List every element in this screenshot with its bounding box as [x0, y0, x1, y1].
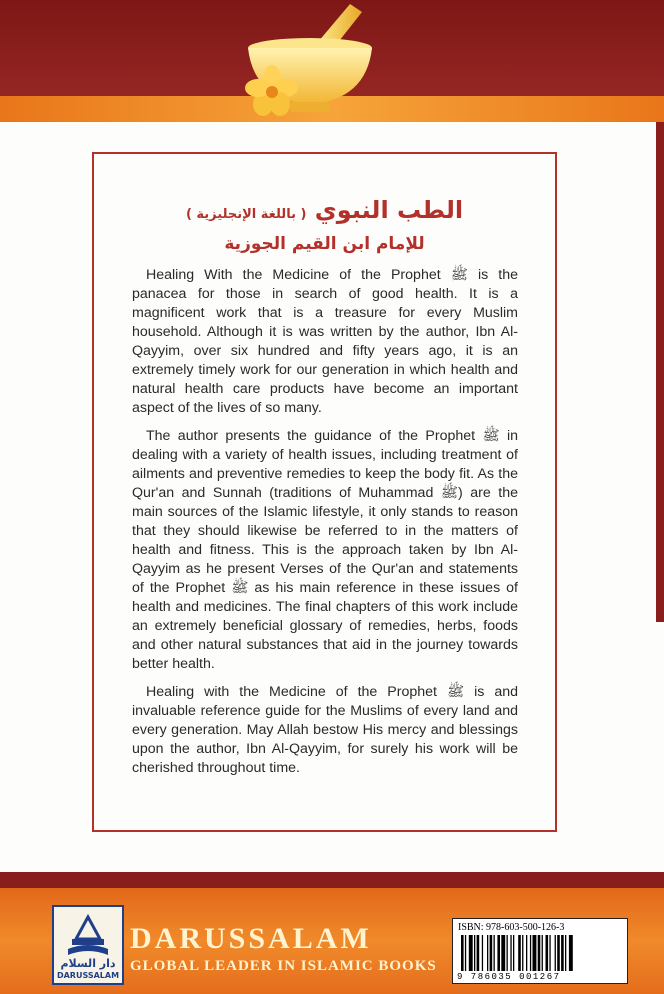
- barcode-digits: 9 786035 001267: [457, 972, 561, 982]
- barcode-bar: [522, 935, 523, 971]
- barcode-bar: [477, 935, 480, 971]
- barcode-bar: [474, 935, 475, 971]
- barcode-bar: [549, 935, 550, 971]
- blurb-paragraph: Healing With the Medicine of the Prophet ﷺ is the panacea for those in search of good health. It is a magnificent work that is a treasure for every Muslim household. Although it is was written by the author, Ibn Al-Qayyim, over six hundred and fifty years ago, it is an extremely timely work for our generation in which health and natural health care products have become an important aspect of the lives of so many.: [132, 267, 519, 416]
- barcode-bar: [465, 935, 466, 971]
- barcode-bar: [555, 935, 556, 971]
- barcode-bar: [530, 935, 531, 971]
- darussalam-logo-icon: [54, 909, 122, 961]
- barcode-bar: [510, 935, 511, 971]
- arabic-title: [94, 196, 555, 224]
- blurb-frame: [92, 152, 557, 832]
- arabic-title-sub: ( باللغة الإنجليزية ): [185, 207, 307, 222]
- barcode-bar: [533, 935, 537, 971]
- barcode-bar: [518, 935, 521, 971]
- publisher-name: DARUSSALAM: [130, 922, 372, 955]
- barcode-bars: [459, 935, 621, 971]
- blurb-paragraph: Healing with the Medicine of the Prophet ﷺ is and invaluable reference guide for the Muslims of every land and every generation. May Allah bestow His mercy and blessings upon the author, Ibn Al-Qayyim, for surely his work will be cherished throughout time.: [132, 684, 518, 776]
- logo-label: DARUSSALAM: [56, 971, 120, 980]
- barcode-bar: [494, 935, 495, 971]
- barcode-bar: [565, 935, 566, 971]
- blurb-paragraph: The author presents the guidance of the Prophet ﷺ in dealing with a variety of health issues, including treatment of ailments and preventive remedies to keep the body fit. As the Qur'an and Sunnah (traditions of Muhammad ﷺ) are the main sources of the Islamic lifestyle, it only stands to reason that they should likewise be referred to in the matters of health and fitness. This is the approach taken by Ibn Al-Qayyim as he present Verses of the Qur'an and statements of the Prophet ﷺ as his main reference in these issues of health and medicines. The final chapters of this work include an extremely beneficial glossary of remedies, herbs, foods and other natural substances that aid in the journey towards better health.: [132, 428, 519, 672]
- barcode-bar: [482, 935, 483, 971]
- mortar-pestle-icon: [200, 0, 420, 135]
- barcode-bar: [569, 935, 573, 971]
- barcode-bar: [469, 935, 473, 971]
- darussalam-logo: [52, 905, 124, 985]
- barcode-bar: [526, 935, 527, 971]
- barcode-bar: [557, 935, 560, 971]
- barcode-bar: [538, 935, 541, 971]
- barcode-bar: [542, 935, 543, 971]
- side-red-edge: [656, 122, 664, 622]
- arabic-author: للإمام ابن القيم الجوزية: [224, 234, 425, 254]
- barcode-bar: [490, 935, 493, 971]
- barcode-bar: [501, 935, 505, 971]
- publisher-block: [130, 922, 450, 975]
- barcode-bar: [461, 935, 464, 971]
- barcode-bar: [513, 935, 514, 971]
- barcode-box: [452, 918, 628, 984]
- barcode-bar: [487, 935, 488, 971]
- publisher-tagline: GLOBAL LEADER IN ISLAMIC BOOKS: [130, 958, 437, 974]
- barcode-bar: [546, 935, 549, 971]
- barcode-bar: [507, 935, 508, 971]
- logo-arabic: دار السلام: [60, 957, 116, 970]
- arabic-title-main: الطب النبوي: [314, 196, 464, 224]
- barcode-bar: [497, 935, 500, 971]
- barcode-bar: [561, 935, 564, 971]
- blurb-text: [132, 266, 518, 787]
- isbn-label: ISBN: 978-603-500-126-3: [458, 922, 565, 933]
